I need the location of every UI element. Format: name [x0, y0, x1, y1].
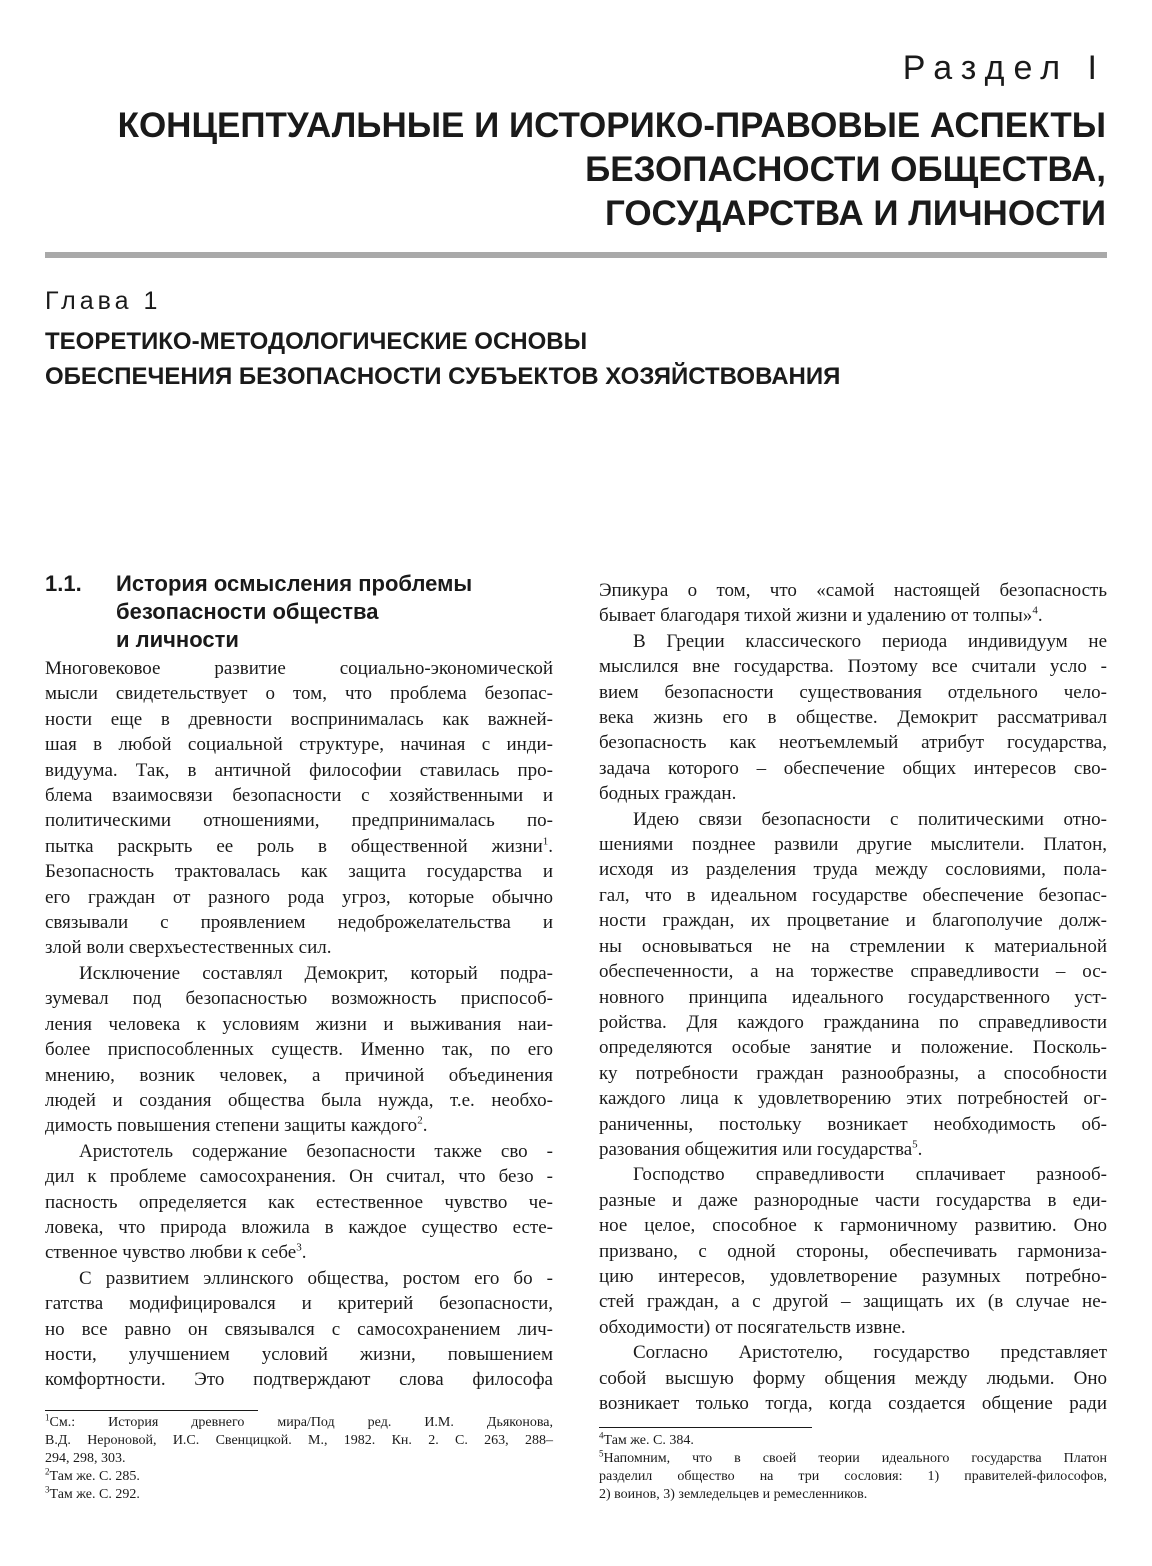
subsection-heading: [45, 570, 553, 654]
text-line: [599, 1366, 1107, 1391]
text-line: [599, 578, 1107, 603]
text-line: [599, 1137, 1107, 1162]
text-line-content: ления человека к условиям жизни и выживания наи-: [45, 1013, 553, 1035]
text-line-content: возникает только тогда, когда создается общение ради: [599, 1393, 1107, 1414]
text-line-content: политическими отношениями, предпринималась по-: [45, 810, 553, 832]
footnote-text: Напомним, что в своей теории идеального государства Платон: [603, 1451, 1107, 1466]
text-line: [599, 603, 1107, 628]
text-line-content: собой высшую форму общения между людьми. Оно: [599, 1367, 1107, 1389]
left-body-text: [45, 656, 553, 1393]
text-line: [599, 857, 1107, 882]
text-line-content: каждого лица к удовлетворению этих потребностей ог-: [599, 1088, 1107, 1110]
left-column: [45, 570, 553, 1393]
section-divider: [45, 252, 1107, 258]
text-line: [45, 1113, 553, 1138]
text-line-content: бодных граждан.: [599, 783, 737, 805]
text-line: [599, 756, 1107, 781]
footnote-line: [45, 1450, 553, 1468]
section-title-line: ГОСУДАРСТВА И ЛИЧНОСТИ: [604, 194, 1106, 233]
text-line-content: злой воли сверхъестественных сил.: [45, 937, 332, 959]
text-line-content: блема взаимосвязи безопасности с хозяйственными и: [45, 785, 553, 807]
text-line-content: задача которого – обеспечение общих интересов сво-: [599, 757, 1107, 779]
footnote-text: В.Д. Нероновой, И.С. Свенцицкой. М., 1982. Кн. 2. С. 263, 288–: [45, 1433, 553, 1448]
text-line-content: ловека, что природа вложила в каждое существо есте-: [45, 1216, 553, 1238]
chapter-title: [45, 324, 840, 394]
text-line-content: шениями позднее развили другие мыслители. Платон,: [599, 834, 1107, 856]
footnotes-left: [45, 1414, 553, 1504]
text-line-content: гал, что в идеальном государстве обеспечение безопас-: [599, 884, 1107, 906]
text-line: [599, 985, 1107, 1010]
text-line-content: разования общежития или государства: [599, 1138, 913, 1160]
footnote-text: Там же. С. 384.: [603, 1433, 694, 1448]
chapter-title-line: ТЕОРЕТИКО-МЕТОДОЛОГИЧЕСКИЕ ОСНОВЫ: [45, 328, 588, 355]
text-line-content: ны основываться не на стремлении к материальной: [599, 935, 1107, 957]
text-line-content: дил к проблеме самосохранения. Он считал, что безо -: [45, 1166, 553, 1188]
footnote-ref: 3: [296, 1242, 302, 1255]
text-line: [45, 758, 553, 783]
text-line: [45, 732, 553, 757]
text-line: [599, 1112, 1107, 1137]
text-line: [45, 935, 553, 960]
text-line: [599, 883, 1107, 908]
text-line-content: В Греции классического периода индивидуум не: [633, 630, 1107, 652]
footnote-ref: 4: [1032, 605, 1038, 618]
text-line: [599, 1340, 1107, 1365]
text-line-content: исходя из разделения труда между сословиями, пола-: [599, 859, 1107, 881]
text-line: [45, 1342, 553, 1367]
text-line: [45, 783, 553, 808]
right-body-text: [599, 578, 1107, 1416]
text-line: [45, 1215, 553, 1240]
trailing-punctuation: .: [917, 1138, 923, 1160]
text-line: [599, 705, 1107, 730]
text-line-content: ку потребности граждан разнообразны, а способности: [599, 1062, 1107, 1084]
text-line-content: ности еще в древности воспринималась как важней-: [45, 708, 553, 730]
text-line-content: более приспособленных существ. Именно так, по его: [45, 1039, 553, 1061]
text-line-content: Исключение составлял Демокрит, который подра-: [79, 962, 553, 984]
text-line: [599, 1391, 1107, 1416]
trailing-punctuation: .: [422, 1115, 428, 1137]
text-line: [45, 656, 553, 681]
text-line: [45, 910, 553, 935]
text-line: [45, 834, 553, 859]
chapter-label: Глава 1: [45, 287, 162, 315]
text-line: [599, 934, 1107, 959]
text-line-content: димость повышения степени защиты каждого: [45, 1115, 418, 1137]
text-line: [599, 730, 1107, 755]
subsection-title-line: и личности: [116, 627, 239, 652]
text-line: [599, 1010, 1107, 1035]
text-line: [45, 1088, 553, 1113]
footnote-line: [45, 1432, 553, 1450]
text-line-content: Безопасность трактовалась как защита государства и: [45, 861, 553, 883]
footnote-separator-right: [599, 1427, 812, 1428]
footnote-number: 4: [599, 1430, 604, 1441]
footnote-text: См.: История древнего мира/Под ред. И.М. Дьяконова,: [49, 1415, 553, 1430]
text-line-content: призвано, с одной стороны, обеспечивать гармониза-: [599, 1240, 1107, 1262]
text-line: [45, 986, 553, 1011]
footnote-number: 2: [45, 1466, 50, 1477]
footnote-ref: 2: [417, 1114, 423, 1127]
text-line: [599, 1086, 1107, 1111]
text-line-content: обходимости) от посягательств извне.: [599, 1316, 906, 1338]
text-line-content: ности граждан, их процветание и благополучие долж-: [599, 910, 1107, 932]
text-line: [45, 1139, 553, 1164]
footnote-separator-left: [45, 1410, 258, 1411]
text-line-content: связывали с проявлением недоброжелательства и: [45, 912, 553, 934]
text-line-content: видуума. Так, в античной философии ставилась про-: [45, 759, 553, 781]
text-line: [45, 808, 553, 833]
right-column: [599, 578, 1107, 1416]
subsection-title-line: История осмысления проблемы: [116, 571, 473, 596]
text-line-content: ности, улучшением условий жизни, повышением: [45, 1343, 553, 1365]
footnote-text: разделил общество на три сословия: 1) правителей-философов,: [599, 1469, 1107, 1484]
text-line: [45, 885, 553, 910]
text-line: [45, 1317, 553, 1342]
text-line: [45, 961, 553, 986]
footnotes-right: [599, 1432, 1107, 1504]
text-line: [599, 1239, 1107, 1264]
footnote-number: 5: [599, 1448, 604, 1459]
text-line: [45, 1164, 553, 1189]
text-line-content: мысли свидетельствует о том, что проблема безопас-: [45, 683, 553, 705]
footnote-text: Там же. С. 292.: [49, 1487, 140, 1502]
text-line-content: цию интересов, удовлетворение разумных потребно-: [599, 1265, 1107, 1287]
text-line-content: пытка раскрыть ее роль в общественной жизни: [45, 835, 543, 857]
text-line-content: ственное чувство любви к себе: [45, 1242, 297, 1264]
text-line: [599, 832, 1107, 857]
text-line-content: мнению, возник человек, а причиной объединения: [45, 1064, 553, 1086]
section-title: [26, 104, 1106, 236]
text-line-content: бывает благодаря тихой жизни и удалению от толпы»: [599, 605, 1033, 627]
text-line: [45, 1266, 553, 1291]
text-line: [45, 1240, 553, 1265]
text-line: [599, 680, 1107, 705]
footnote-line: [45, 1414, 553, 1432]
text-line-content: разные и даже разнородные части государства в еди-: [599, 1189, 1107, 1211]
text-line: [599, 1162, 1107, 1187]
footnote-ref: 1: [542, 835, 549, 848]
footnote-line: [599, 1432, 1107, 1450]
trailing-punctuation: .: [1037, 605, 1043, 627]
text-line: [45, 1190, 553, 1215]
text-line: [599, 1264, 1107, 1289]
text-line-content: гатства модифицировался и критерий безопасности,: [45, 1293, 553, 1315]
chapter-title-line: ОБЕСПЕЧЕНИЯ БЕЗОПАСНОСТИ СУБЪЕКТОВ ХОЗЯЙСТВОВАНИЯ: [45, 363, 841, 390]
footnote-line: [599, 1450, 1107, 1468]
text-line-content: шая в любой социальной структуре, начиная с инди-: [45, 734, 553, 756]
text-line-content: Господство справедливости сплачивает разнооб-: [633, 1164, 1107, 1186]
text-line-content: ройства. Для каждого гражданина по справедливости: [599, 1011, 1107, 1033]
text-line: [599, 1188, 1107, 1213]
text-line: [599, 1213, 1107, 1238]
text-line: [599, 1289, 1107, 1314]
text-line: [45, 1063, 553, 1088]
footnote-line: [45, 1468, 553, 1486]
text-line-content: века жизнь его в обществе. Демокрит рассматривал: [599, 707, 1107, 729]
text-line: [599, 807, 1107, 832]
text-line: [45, 1037, 553, 1062]
footnote-ref: 5: [912, 1138, 918, 1151]
text-line-content: комфортности. Это подтверждают слова философа: [45, 1369, 553, 1391]
text-line: [599, 629, 1107, 654]
text-line: [45, 681, 553, 706]
footnote-line: [599, 1486, 1107, 1504]
text-line: [45, 859, 553, 884]
text-line: [45, 1012, 553, 1037]
footnote-line: [599, 1468, 1107, 1486]
text-line-content: Многовековое развитие социально-экономической: [45, 658, 553, 679]
text-line-content: новного принципа идеального государственного уст-: [599, 986, 1107, 1008]
text-line-content: обеспеченности, а на торжестве справедливости – ос-: [599, 961, 1107, 983]
footnote-number: 1: [45, 1412, 50, 1423]
text-line: [599, 654, 1107, 679]
text-line-content: С развитием эллинского общества, ростом его бо -: [79, 1267, 553, 1289]
text-line: [599, 1035, 1107, 1060]
section-label: Раздел I: [902, 49, 1106, 87]
footnote-text: 294, 298, 303.: [45, 1451, 126, 1466]
subsection-title: [116, 570, 472, 654]
text-line-content: определяются особые занятие и положение. Посколь-: [599, 1037, 1107, 1059]
text-line-content: Эпикура о том, что «самой настоящей безопасность: [599, 580, 1107, 601]
text-line: [45, 1291, 553, 1316]
text-line: [45, 707, 553, 732]
text-line: [599, 1061, 1107, 1086]
text-line: [599, 1315, 1107, 1340]
text-line-content: Идею связи безопасности с политическими отно-: [633, 808, 1107, 830]
text-line: [45, 1367, 553, 1392]
text-line-content: раниченны, постольку возникает необходимость об-: [599, 1113, 1107, 1135]
subsection-number: 1.1.: [45, 571, 82, 596]
text-line-content: ное целое, способное к гармоничному развитию. Оно: [599, 1215, 1107, 1237]
footnote-text: Там же. С. 285.: [49, 1469, 140, 1484]
trailing-punctuation: .: [548, 835, 553, 857]
text-line-content: Аристотель содержание безопасности также сво -: [79, 1140, 553, 1162]
text-line-content: пасность определяется как естественное чувство че-: [45, 1191, 553, 1213]
text-line-content: его граждан от разного рода угроз, которые обычно: [45, 886, 553, 908]
section-title-line: БЕЗОПАСНОСТИ ОБЩЕСТВА,: [585, 150, 1106, 189]
section-title-line: КОНЦЕПТУАЛЬНЫЕ И ИСТОРИКО-ПРАВОВЫЕ АСПЕКТЫ: [117, 106, 1106, 145]
text-line: [599, 959, 1107, 984]
text-line-content: вием безопасности существования отдельного чело-: [599, 681, 1107, 703]
text-line-content: людей и создания общества была нужда, т.е. необхо-: [45, 1089, 553, 1111]
text-line-content: но все равно он связывался с самосохранением лич-: [45, 1318, 553, 1340]
footnote-line: [45, 1486, 553, 1504]
text-line-content: зумевал под безопасностью возможность приспособ-: [45, 988, 553, 1010]
text-line-content: безопасность как неотъемлемый атрибут государства,: [599, 732, 1107, 754]
footnote-text: 2) воинов, 3) земледельцев и ремесленников.: [599, 1487, 868, 1502]
trailing-punctuation: .: [301, 1242, 307, 1264]
text-line-content: Согласно Аристотелю, государство представляет: [633, 1342, 1107, 1364]
text-line-content: стей граждан, а с другой – защищать их (в случае не-: [599, 1291, 1107, 1313]
text-line: [599, 908, 1107, 933]
footnote-number: 3: [45, 1484, 50, 1495]
text-line-content: мыслился вне государства. Поэтому все считали усло -: [599, 656, 1107, 678]
subsection-title-line: безопасности общества: [116, 599, 379, 624]
text-line: [599, 781, 1107, 806]
